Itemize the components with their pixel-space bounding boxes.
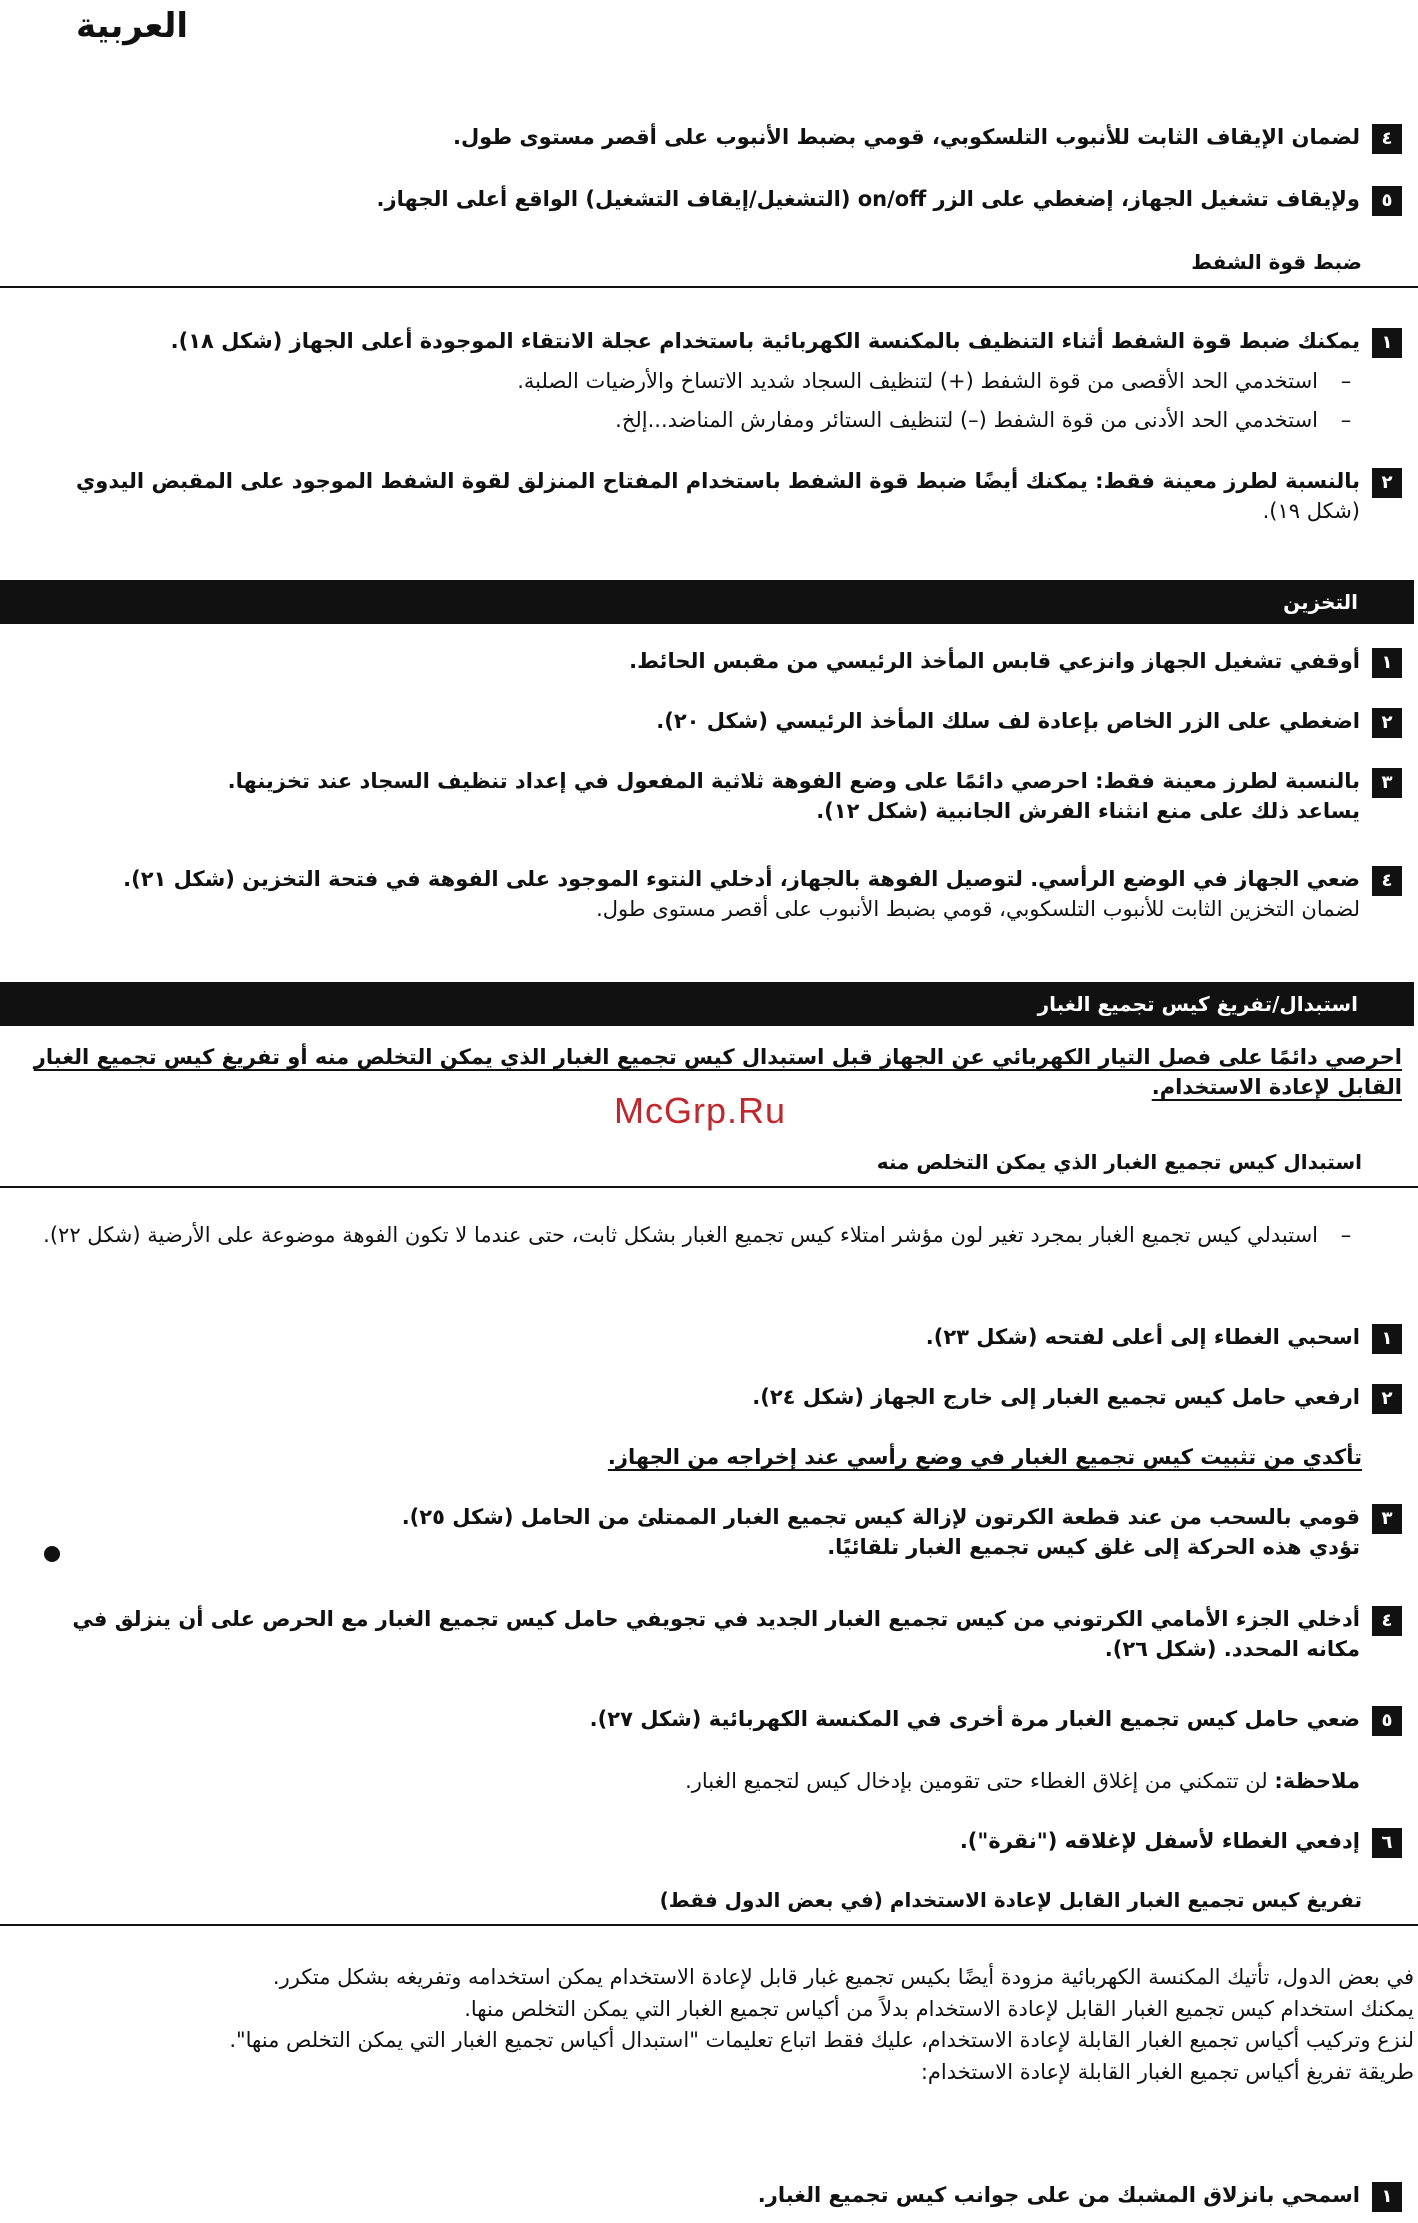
warning-line-2: القابل لإعادة الاستخدام. — [1151, 1075, 1402, 1100]
dash-marker: – — [1340, 369, 1352, 393]
paragraph-line: يمكنك استخدام كيس تجميع الغبار القابل لإعادة الاستخدام بدلاً من أكياس تجميع الغبار التي يمكن التخلص منها. — [464, 1996, 1414, 2021]
step-text: ولإيقاف تشغيل الجهاز، إضغطي على الزر on/off (التشغيل/إيقاف التشغيل) الواقع أعلى الجهاز. — [376, 187, 1360, 211]
warning-line-1: احرصي دائمًا على فصل التيار الكهربائي عن الجهاز قبل استبدال كيس تجميع الغبار الذي يمكن التخلص منه أو تفريغ كيس تجميع الغبار — [33, 1045, 1402, 1069]
step-text — [56, 466, 1360, 527]
dustbag-step-2 — [56, 1382, 1402, 1414]
dustbag-step-6 — [56, 1826, 1402, 1858]
dash-text: استخدمي الحد الأدنى من قوة الشفط (–) لتنظيف الستائر ومفارش المناضد...إلخ. — [615, 408, 1318, 432]
top-step-5 — [56, 184, 1402, 216]
step-text — [44, 1604, 1360, 1665]
step-text: اضغطي على الزر الخاص بإعادة لف سلك المأخذ الرئيسي (شكل ٢٠). — [656, 709, 1360, 733]
step-number-badge: ٢ — [1372, 468, 1402, 498]
dash-marker: – — [1340, 1223, 1352, 1247]
dash-text: استبدلي كيس تجميع الغبار بمجرد تغير لون مؤشر امتلاء كيس تجميع الغبار بشكل ثابت، حتى عندما لا تكون الفوهة موضوعة على الأرضية (شكل ٢٢). — [43, 1223, 1318, 1247]
upright-note-text: تأكدي من تثبيت كيس تجميع الغبار في وضع رأسي عند إخراجه من الجهاز. — [607, 1445, 1362, 1469]
note-label: ملاحظة: — [1274, 1769, 1360, 1793]
step-text: اسمحي بانزلاق المشبك من على جوانب كيس تجميع الغبار. — [757, 2183, 1360, 2207]
step-text-continuation: لضمان التخزين الثابت للأنبوب التلسكوبي، قومي بضبط الأنبوب على أقصر مستوى طول. — [596, 897, 1360, 922]
step-number-badge: ١ — [1372, 1324, 1402, 1354]
dustbag-dash-item — [42, 1220, 1402, 1250]
step-text: اسحبي الغطاء إلى أعلى لفتحه (شكل ٢٣). — [925, 1325, 1360, 1349]
step-text-continuation: يساعد ذلك على منع انثناء الفرش الجانبية (شكل ١٢). — [816, 799, 1360, 824]
step-number-badge: ١ — [1372, 648, 1402, 678]
step-text — [56, 864, 1360, 925]
storage-step-4 — [56, 864, 1402, 925]
page-title: العربية — [76, 6, 189, 46]
dustbag-step-4 — [44, 1604, 1402, 1665]
section-heading-suction: ضبط قوة الشفط — [1191, 250, 1362, 274]
section-banner-storage: التخزين — [0, 580, 1414, 624]
step-text-main: قومي بالسحب من عند قطعة الكرتون لإزالة كيس تجميع الغبار الممتلئ من الحامل (شكل ٢٥). — [401, 1505, 1360, 1529]
storage-step-3 — [56, 766, 1402, 827]
storage-step-1 — [56, 646, 1402, 678]
step-text-main: أدخلي الجزء الأمامي الكرتوني من كيس تجميع الغبار الجديد في تجويفي حامل كيس تجميع الغبار مع الحرص على أن ينزلق في — [72, 1607, 1360, 1631]
bullet-dot-icon — [44, 1546, 60, 1562]
subheading-disposable-bag: استبدال كيس تجميع الغبار الذي يمكن التخلص منه — [876, 1150, 1362, 1174]
section-banner-dustbag: استبدال/تفريغ كيس تجميع الغبار — [0, 982, 1414, 1026]
storage-step-2 — [56, 706, 1402, 738]
suction-step-2 — [56, 466, 1402, 527]
step-number-badge: ١ — [1372, 328, 1402, 358]
step-number-badge: ٤ — [1372, 866, 1402, 896]
step-number-badge: ٢ — [1372, 708, 1402, 738]
watermark: McGrp.Ru — [614, 1090, 787, 1131]
dash-text: استخدمي الحد الأقصى من قوة الشفط (+) لتنظيف السجاد شديد الاتساخ والأرضيات الصلبة. — [517, 369, 1318, 393]
step-number-badge: ٤ — [1372, 1606, 1402, 1636]
step-text — [56, 766, 1360, 827]
paragraph-line: لنزع وتركيب أكياس تجميع الغبار القابلة لإعادة الاستخدام، عليك فقط اتباع تعليمات "استبدال أكياس تجميع الغبار التي يمكن التخلص منها". — [229, 2028, 1414, 2052]
step-text-main: بالنسبة لطرز معينة فقط: يمكنك أيضًا ضبط قوة الشفط باستخدام المفتاح المنزلق لقوة الشفط الموجود على المقبض اليدوي — [76, 469, 1360, 493]
step-number-badge: ٦ — [1372, 1828, 1402, 1858]
step-number-badge: ٣ — [1372, 1504, 1402, 1534]
suction-step-1 — [56, 326, 1402, 358]
step-text: ضعي حامل كيس تجميع الغبار مرة أخرى في المكنسة الكهربائية (شكل ٢٧). — [589, 1707, 1360, 1731]
dustbag-step-1 — [56, 1322, 1402, 1354]
note-text: لن تتمكني من إغلاق الغطاء حتى تقومين بإدخال كيس لتجميع الغبار. — [685, 1769, 1268, 1793]
suction-dash-item — [56, 366, 1402, 396]
note — [56, 1766, 1360, 1796]
step-number-badge: ٤ — [1372, 124, 1402, 154]
step-text-continuation: مكانه المحدد. (شكل ٢٦). — [1104, 1637, 1360, 1662]
step-number-badge: ٢ — [1372, 1384, 1402, 1414]
step-number-badge: ٥ — [1372, 1706, 1402, 1736]
suction-dash-item — [56, 405, 1402, 435]
step-number-badge: ٣ — [1372, 768, 1402, 798]
reusable-step-1 — [56, 2180, 1402, 2212]
step-number-badge: ١ — [1372, 2182, 1402, 2212]
dustbag-step-5 — [56, 1704, 1402, 1736]
step-text-continuation: تؤدي هذه الحركة إلى غلق كيس تجميع الغبار تلقائيًا. — [827, 1535, 1360, 1560]
step-text-main: ضعي الجهاز في الوضع الرأسي. لتوصيل الفوهة بالجهاز، أدخلي النتوء الموجود على الفوهة في فتحة التخزين (شكل ٢١). — [123, 867, 1360, 891]
dustbag-step-3 — [56, 1502, 1402, 1563]
section-divider — [0, 286, 1418, 288]
step-text-continuation: (شكل ١٩). — [1262, 499, 1360, 524]
step-number-badge: ٥ — [1372, 186, 1402, 216]
step-text: ارفعي حامل كيس تجميع الغبار إلى خارج الجهاز (شكل ٢٤). — [752, 1385, 1360, 1409]
step-text: إدفعي الغطاء لأسفل لإغلاقه ("نقرة"). — [959, 1829, 1360, 1853]
step-text-main: بالنسبة لطرز معينة فقط: احرصي دائمًا على وضع الفوهة ثلاثية المفعول في إعداد تنظيف السجاد عند تخزينها. — [227, 769, 1360, 793]
section-divider — [0, 1924, 1418, 1926]
paragraph-line: طريقة تفريغ أكياس تجميع الغبار القابلة لإعادة الاستخدام: — [920, 2059, 1414, 2084]
top-step-4 — [56, 122, 1402, 154]
step-text: أوقفي تشغيل الجهاز وانزعي قابس المأخذ الرئيسي من مقبس الحائط. — [629, 649, 1360, 673]
section-divider — [0, 1186, 1418, 1188]
reusable-paragraph — [40, 1962, 1414, 2088]
step-text: لضمان الإيقاف الثابت للأنبوب التلسكوبي، قومي بضبط الأنبوب على أقصر مستوى طول. — [452, 125, 1360, 149]
dash-marker: – — [1340, 408, 1352, 432]
step-text: يمكنك ضبط قوة الشفط أثناء التنظيف بالمكنسة الكهربائية باستخدام عجلة الانتقاء الموجودة أعلى الجهاز (شكل ١٨). — [170, 329, 1360, 353]
step-text — [56, 1502, 1360, 1563]
upright-note — [56, 1442, 1362, 1472]
paragraph-line: في بعض الدول، تأتيك المكنسة الكهربائية مزودة أيضًا بكيس تجميع غبار قابل لإعادة الاستخدام يمكن استخدامه وتفريغه بشكل متكرر. — [272, 1965, 1414, 1989]
subheading-reusable-bag: تفريغ كيس تجميع الغبار القابل لإعادة الاستخدام (في بعض الدول فقط) — [659, 1888, 1362, 1912]
